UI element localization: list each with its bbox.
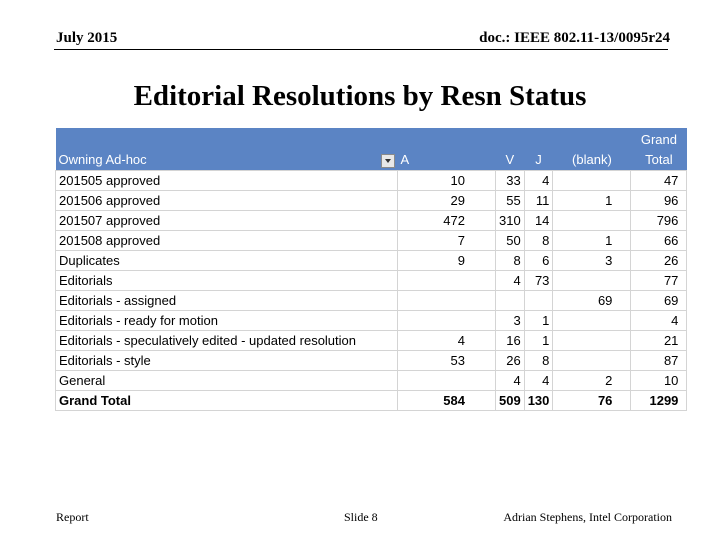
cell-v: 55 — [496, 190, 525, 210]
cell-a: 9 — [398, 250, 496, 270]
table-row — [56, 330, 687, 350]
column-header-a: A — [398, 150, 496, 170]
cell-v: 16 — [496, 330, 525, 350]
cell-owning-adhoc: 201507 approved — [56, 210, 398, 230]
total-cell-j: 130 — [524, 390, 553, 410]
cell-owning-adhoc: Editorials — [56, 270, 398, 290]
cell-owning-adhoc: Editorials - ready for motion — [56, 310, 398, 330]
column-header-blank: (blank) — [553, 150, 631, 170]
table-row — [56, 250, 687, 270]
cell-v: 310 — [496, 210, 525, 230]
cell-j: 8 — [524, 230, 553, 250]
cell-blank: 1 — [553, 190, 631, 210]
table-row — [56, 310, 687, 330]
cell-v: 3 — [496, 310, 525, 330]
column-header-total: Total — [631, 150, 687, 170]
header-top-cell — [524, 128, 553, 150]
cell-grand-total: 10 — [631, 370, 687, 390]
header-top-cell — [56, 128, 398, 150]
cell-grand-total: 796 — [631, 210, 687, 230]
cell-owning-adhoc: 201508 approved — [56, 230, 398, 250]
cell-grand-total: 77 — [631, 270, 687, 290]
cell-j — [524, 290, 553, 310]
cell-v: 50 — [496, 230, 525, 250]
cell-owning-adhoc: Editorials - speculatively edited - updated resolution — [56, 330, 398, 350]
column-header-label: Owning Ad-hoc — [58, 151, 147, 167]
table-row — [56, 170, 687, 190]
cell-a — [398, 270, 496, 290]
table-row — [56, 350, 687, 370]
cell-grand-total: 47 — [631, 170, 687, 190]
cell-j: 73 — [524, 270, 553, 290]
cell-blank: 2 — [553, 370, 631, 390]
table-header-row — [56, 150, 687, 170]
column-header-v: V — [496, 150, 525, 170]
cell-grand-total: 26 — [631, 250, 687, 270]
cell-a: 472 — [398, 210, 496, 230]
cell-blank — [553, 310, 631, 330]
pivot-table — [55, 128, 687, 411]
cell-blank — [553, 210, 631, 230]
cell-j: 11 — [524, 190, 553, 210]
cell-j: 4 — [524, 370, 553, 390]
header-date: July 2015 — [56, 30, 118, 46]
footer-slide-number: Slide 8 — [344, 510, 378, 524]
cell-a — [398, 370, 496, 390]
cell-a: 53 — [398, 350, 496, 370]
cell-blank — [553, 170, 631, 190]
cell-grand-total: 66 — [631, 230, 687, 250]
header-divider — [54, 49, 668, 50]
cell-v: 26 — [496, 350, 525, 370]
header-doc-id: doc.: IEEE 802.11-13/0095r24 — [479, 30, 670, 46]
cell-grand-total: 4 — [631, 310, 687, 330]
header-top-cell-grand: Grand — [631, 128, 687, 150]
cell-v: 33 — [496, 170, 525, 190]
cell-owning-adhoc: Editorials - style — [56, 350, 398, 370]
cell-j: 4 — [524, 170, 553, 190]
grand-total-row — [56, 390, 687, 410]
cell-grand-total: 96 — [631, 190, 687, 210]
header-top-cell — [398, 128, 496, 150]
cell-v — [496, 290, 525, 310]
table-row — [56, 290, 687, 310]
cell-a — [398, 310, 496, 330]
slide-title: Editorial Resolutions by Resn Status — [133, 80, 587, 112]
table-row — [56, 270, 687, 290]
cell-blank: 69 — [553, 290, 631, 310]
cell-a: 10 — [398, 170, 496, 190]
total-cell-v: 509 — [496, 390, 525, 410]
cell-grand-total: 69 — [631, 290, 687, 310]
total-cell-grand-total: 1299 — [631, 390, 687, 410]
total-cell-a: 584 — [398, 390, 496, 410]
table-row — [56, 370, 687, 390]
cell-owning-adhoc: Editorials - assigned — [56, 290, 398, 310]
cell-grand-total: 21 — [631, 330, 687, 350]
cell-owning-adhoc: Duplicates — [56, 250, 398, 270]
cell-a — [398, 290, 496, 310]
cell-a: 7 — [398, 230, 496, 250]
total-cell-blank: 76 — [553, 390, 631, 410]
cell-j: 1 — [524, 330, 553, 350]
cell-j: 14 — [524, 210, 553, 230]
cell-a: 29 — [398, 190, 496, 210]
footer-author: Adrian Stephens, Intel Corporation — [503, 510, 672, 524]
cell-blank — [553, 270, 631, 290]
filter-dropdown-icon[interactable] — [381, 154, 395, 168]
cell-j: 8 — [524, 350, 553, 370]
cell-blank: 1 — [553, 230, 631, 250]
cell-owning-adhoc: General — [56, 370, 398, 390]
header-top-cell — [553, 128, 631, 150]
cell-j: 1 — [524, 310, 553, 330]
table-row — [56, 230, 687, 250]
header-top-cell — [496, 128, 525, 150]
footer-report: Report — [56, 510, 89, 524]
cell-owning-adhoc: 201506 approved — [56, 190, 398, 210]
cell-a: 4 — [398, 330, 496, 350]
cell-blank — [553, 330, 631, 350]
cell-v: 8 — [496, 250, 525, 270]
table-header-top-row — [56, 128, 687, 150]
column-header-owning-adhoc — [56, 150, 398, 170]
total-cell-owning-adhoc: Grand Total — [56, 390, 398, 410]
cell-blank — [553, 350, 631, 370]
table-row — [56, 210, 687, 230]
cell-j: 6 — [524, 250, 553, 270]
cell-grand-total: 87 — [631, 350, 687, 370]
table-row — [56, 190, 687, 210]
cell-v: 4 — [496, 370, 525, 390]
cell-v: 4 — [496, 270, 525, 290]
column-header-j: J — [524, 150, 553, 170]
cell-blank: 3 — [553, 250, 631, 270]
cell-owning-adhoc: 201505 approved — [56, 170, 398, 190]
